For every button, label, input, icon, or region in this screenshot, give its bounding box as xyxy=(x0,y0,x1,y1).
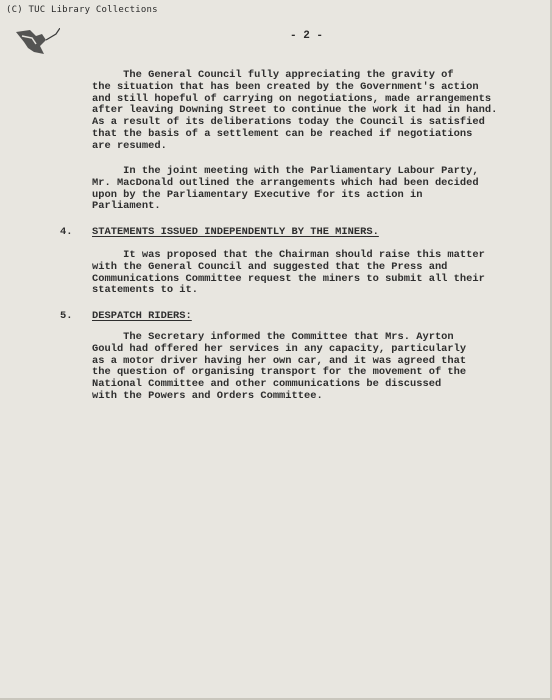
item-5-heading: DESPATCH RIDERS: xyxy=(92,310,192,322)
torn-corner-mark xyxy=(16,28,60,58)
item-4-number: 4. xyxy=(60,226,73,238)
item-4-heading: STATEMENTS ISSUED INDEPENDENTLY BY THE MINERS. xyxy=(92,226,379,238)
item-4-body: It was proposed that the Chairman should raise this matter with the General Council and suggested that the Press and Communications Committee request the miners to submit all their statements to it. xyxy=(92,249,485,297)
copyright-watermark: (C) TUC Library Collections xyxy=(6,5,158,15)
general-council-paragraph: The General Council fully appreciating the gravity of the situation that has been created by the Government's action and still hopeful of carrying on negotiations, made arrangements after leaving Downing Street to continue the work it had in hand. As a result of its deliberations today the Council is satisfied that the basis of a settlement can be reached if negotiations are resumed. xyxy=(92,69,498,152)
item-5-body: The Secretary informed the Committee that Mrs. Ayrton Gould had offered her services in any capacity, particularly as a motor driver having her own car, and it was agreed that the question of organising transport for the movement of the National Committee and other communications be discussed with the Powers and Orders Committee. xyxy=(92,331,467,402)
page-number: - 2 - xyxy=(290,30,324,42)
joint-meeting-paragraph: In the joint meeting with the Parliamentary Labour Party, Mr. MacDonald outlined the arrangements which had been decided upon by the Parliamentary Executive for its action in Parliament. xyxy=(92,165,479,213)
item-5-number: 5. xyxy=(60,310,73,322)
